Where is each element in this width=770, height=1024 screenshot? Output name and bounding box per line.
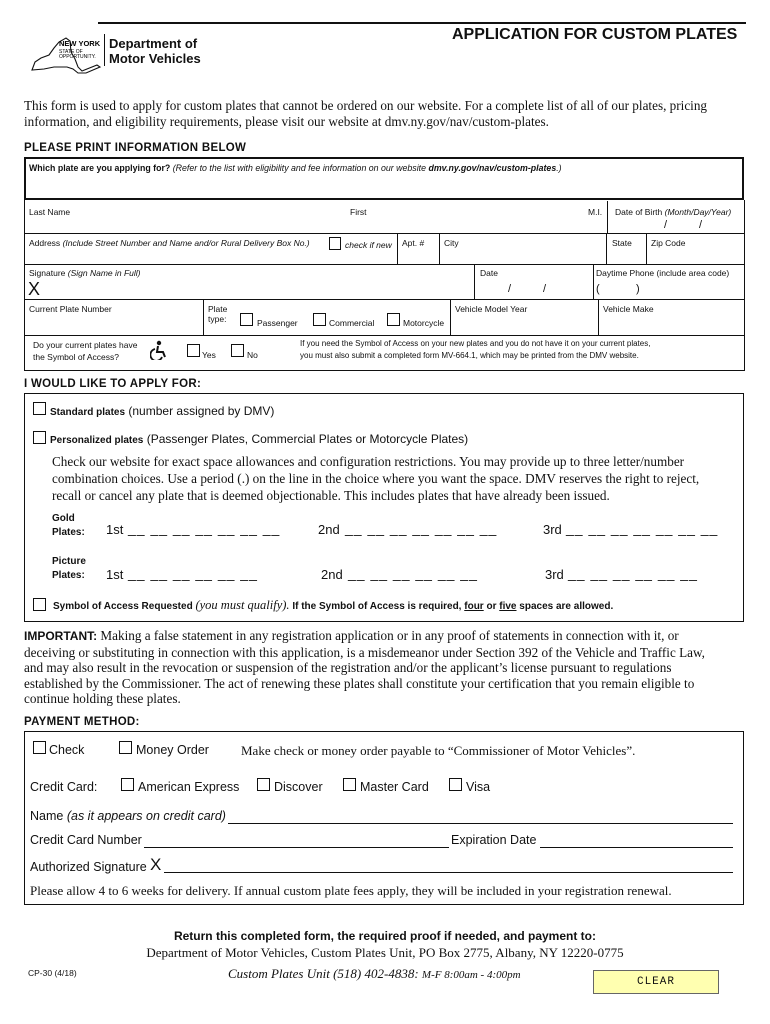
current-plate-label: Current Plate Number (29, 304, 112, 314)
card-number-field[interactable] (144, 847, 449, 848)
picture-choice-3-label: 3rd (545, 567, 564, 582)
logo-text-line-2: STATE OF (59, 49, 83, 55)
form-code: CP-30 (4/18) (28, 968, 77, 978)
plate-question-end: .) (556, 163, 562, 173)
cardholder-name-label (30, 809, 226, 823)
personalized-plates-checkbox[interactable] (33, 431, 46, 444)
visa-checkbox[interactable] (449, 778, 462, 791)
signature-label-text: Signature (29, 268, 66, 278)
vehicle-make-label: Vehicle Make (603, 304, 654, 314)
state-field[interactable] (607, 234, 645, 264)
date-slash-1: / (508, 283, 512, 295)
check-label: Check (49, 743, 85, 757)
motorcycle-label: Motorcycle (403, 318, 445, 328)
symbol-of-access-rule-a: If the Symbol of Access is required, (292, 601, 462, 612)
plate-question-url: dmv.ny.gov/nav/custom-plates (428, 163, 557, 173)
grid-right-border (744, 200, 745, 371)
first-name-field[interactable] (346, 201, 586, 233)
cardholder-name-label-text: Name (30, 809, 64, 823)
intro-line-1: This form is used to apply for custom plates that cannot be ordered on our website. For a complete list of all of our plates, pricing (24, 98, 708, 113)
delivery-note: Please allow 4 to 6 weeks for delivery. If annual custom plate fees apply, they will be included in your registration renewal. (30, 883, 672, 898)
important-line-2: deceiving or substituting in connection with this application, is a misdemeanor under Section 392 of the Vehicle and Traffic Law, (24, 644, 705, 660)
apply-heading: I WOULD LIKE TO APPLY FOR: (24, 378, 202, 390)
grid-bottom-border (24, 370, 744, 371)
signature-field[interactable] (25, 265, 473, 299)
standard-plates-option (50, 404, 274, 418)
gold-plates-label-line-2: Plates: (52, 527, 85, 538)
motorcycle-checkbox[interactable] (387, 313, 400, 326)
gold-choice-3-field[interactable]: __ __ __ __ __ __ __ (566, 520, 719, 536)
mailing-address: Department of Motor Vehicles, Custom Plates Unit, PO Box 2775, Albany, NY 12220-0775 (146, 945, 624, 960)
plate-type-label-line-2: type: (208, 314, 227, 324)
zip-label: Zip Code (651, 238, 686, 248)
visa-label: Visa (466, 780, 491, 794)
plate-question-note: (Refer to the list with eligibility and fee information on our website (172, 163, 426, 173)
last-name-label: Last Name (29, 207, 71, 217)
important-line-5: continue holding these plates. (24, 691, 181, 706)
important-label: IMPORTANT: (24, 629, 98, 643)
middle-initial-label: M.I. (588, 207, 603, 217)
dob-slash-1: / (664, 219, 668, 231)
address-label-text: Address (29, 238, 61, 248)
symbol-of-access-question-line-1: Do your current plates have (33, 340, 138, 350)
cardholder-name-note: (as it appears on credit card) (66, 809, 226, 823)
picture-choice-3-field[interactable]: __ __ __ __ __ __ (568, 565, 698, 581)
city-field[interactable] (440, 234, 605, 264)
authorized-signature-x: X (150, 855, 162, 874)
instructions-line-2: combination choices. Use a period (.) on the line in the choice where you want the space. DMV reserves the right to reject, (52, 471, 700, 486)
money-order-checkbox[interactable] (119, 741, 132, 754)
city-label: City (444, 238, 459, 248)
access-no-checkbox[interactable] (231, 344, 244, 357)
amex-label: American Express (138, 780, 240, 794)
personalized-instructions (52, 453, 699, 504)
unit-phone (228, 966, 521, 982)
form-title: APPLICATION FOR CUSTOM PLATES (452, 26, 738, 43)
symbol-of-access-checkbox[interactable] (33, 598, 46, 611)
zip-field[interactable] (647, 234, 743, 264)
important-notice (24, 628, 705, 707)
credit-card-label: Credit Card: (30, 780, 98, 794)
mastercard-checkbox[interactable] (343, 778, 356, 791)
money-order-label: Money Order (136, 743, 209, 757)
expiration-field[interactable] (540, 847, 733, 848)
gold-choice-3-label: 3rd (543, 522, 562, 537)
passenger-checkbox[interactable] (240, 313, 253, 326)
intro-text (24, 98, 750, 130)
access-no-label: No (247, 350, 258, 360)
symbol-of-access-four: four (464, 601, 484, 612)
vehicle-model-year-label: Vehicle Model Year (455, 304, 528, 314)
amex-checkbox[interactable] (121, 778, 134, 791)
important-line-4: established by the Commissioner. The act of renewing these plates shall constitute your certification that you remain eligible to (24, 675, 695, 691)
standard-plates-note: (number assigned by DMV) (128, 404, 275, 418)
return-heading: Return this completed form, the required proof if needed, and payment to: (173, 929, 597, 943)
intro-line-2: information, and eligibility requirements, please visit our website at dmv.ny.gov/nav/custom-plates. (24, 114, 549, 129)
symbol-of-access-or: or (486, 601, 497, 612)
standard-plates-label: Standard plates (50, 407, 126, 418)
plate-type-label (208, 304, 227, 324)
dob-field[interactable] (608, 201, 744, 233)
address-new-checkbox[interactable] (329, 237, 341, 250)
dept-name (109, 36, 201, 66)
access-yes-checkbox[interactable] (187, 344, 200, 357)
commercial-checkbox[interactable] (313, 313, 326, 326)
instructions-line-1: Check our website for exact space allowances and configuration restrictions. You may provide up to three letter/number (52, 454, 685, 469)
symbol-of-access-option (53, 598, 613, 613)
daytime-phone-field[interactable] (594, 265, 743, 299)
apt-field[interactable] (398, 234, 438, 264)
personalized-plates-note: (Passenger Plates, Commercial Plates or Motorcycle Plates) (146, 432, 469, 446)
gold-choice-2-label: 2nd (318, 522, 340, 537)
personalized-plates-label: Personalized plates (50, 435, 144, 446)
current-plate-field[interactable] (25, 300, 202, 335)
symbol-of-access-question (33, 339, 137, 363)
picture-plates-label-line-1: Picture (52, 556, 86, 567)
symbol-of-access-five: five (499, 601, 517, 612)
apt-label: Apt. # (402, 238, 425, 248)
date-field[interactable] (475, 265, 592, 299)
dob-label-text: Date of Birth (615, 207, 663, 217)
signature-x: X (28, 279, 41, 299)
picture-choice-2-field[interactable]: __ __ __ __ __ __ (348, 565, 478, 581)
date-label: Date (480, 268, 498, 278)
picture-choice-1-field[interactable]: __ __ __ __ __ __ (128, 565, 258, 581)
authorized-signature-field[interactable] (164, 872, 733, 873)
header-rule (98, 22, 746, 24)
symbol-of-access-qualify: (you must qualify). (195, 598, 290, 612)
important-line-3: and may also result in the revocation or suspension of the registration and/or the applicant’s license pursuant to regulations (24, 660, 672, 675)
signature-note: (Sign Name in Full) (67, 268, 141, 278)
phone-paren-open: ( (596, 283, 600, 295)
symbol-of-access-note (300, 338, 650, 362)
unit-hours: M-F 8:00am - 4:00pm (421, 969, 521, 981)
gold-plates-label-line-1: Gold (52, 513, 75, 524)
gold-choice-1-label: 1st (106, 522, 124, 537)
access-yes-label: Yes (202, 350, 216, 360)
plate-type-label-line-1: Plate (208, 304, 228, 314)
expiration-label: Expiration Date (451, 833, 537, 847)
gold-choice-1-field[interactable]: __ __ __ __ __ __ __ (128, 520, 281, 536)
payment-heading: PAYMENT METHOD: (24, 716, 140, 728)
gold-choice-2-field[interactable]: __ __ __ __ __ __ __ (345, 520, 498, 536)
symbol-of-access-note-line-1: If you need the Symbol of Access on your new plates and you do not have it on your current plates, (300, 339, 651, 348)
wheelchair-icon (150, 340, 168, 360)
divider (24, 335, 744, 336)
unit-phone-text: Custom Plates Unit (518) 402-4838: (228, 966, 419, 981)
dept-name-line-2: Motor Vehicles (109, 51, 201, 66)
dept-name-line-1: Department of (109, 36, 198, 51)
logo-text-line-3: OPPORTUNITY. (59, 54, 96, 60)
state-label: State (612, 238, 632, 248)
passenger-label: Passenger (257, 318, 298, 328)
picture-choice-2-label: 2nd (321, 567, 343, 582)
cardholder-name-field[interactable] (228, 823, 733, 824)
print-info-heading: PLEASE PRINT INFORMATION BELOW (24, 142, 247, 154)
last-name-field[interactable] (25, 201, 350, 233)
plate-question (29, 163, 562, 173)
symbol-of-access-question-line-2: the Symbol of Access? (33, 352, 119, 362)
plate-question-label: Which plate are you applying for? (29, 163, 171, 173)
instructions-line-3: recall or cancel any plate that is deemed objectionable. This includes plates that have already been issued. (52, 488, 610, 503)
standard-plates-checkbox[interactable] (33, 402, 46, 415)
gold-plates-label (52, 512, 85, 540)
address-note: (Include Street Number and Name and/or Rural Delivery Box No.) (62, 238, 310, 248)
divider (203, 299, 204, 335)
picture-choice-1-label: 1st (106, 567, 124, 582)
payable-note: Make check or money order payable to “Commissioner of Motor Vehicles”. (241, 743, 636, 758)
picture-plates-label-line-2: Plates: (52, 570, 85, 581)
discover-checkbox[interactable] (257, 778, 270, 791)
authorized-signature-label: Authorized Signature (30, 860, 147, 874)
mastercard-label: Master Card (360, 780, 429, 794)
check-if-new-label: check if new (345, 240, 392, 250)
vehicle-make-field[interactable] (599, 300, 743, 335)
discover-label: Discover (274, 780, 323, 794)
new-york-state-map-logo (26, 32, 102, 74)
date-slash-2: / (543, 283, 547, 295)
first-name-label: First (350, 207, 367, 217)
dob-slash-2: / (699, 219, 703, 231)
vehicle-model-year-field[interactable] (451, 300, 597, 335)
clear-button[interactable]: CLEAR (593, 970, 719, 994)
symbol-of-access-note-line-2: you must also submit a completed form MV-664.1, which may be printed from the DMV website. (300, 351, 639, 360)
commercial-label: Commercial (329, 318, 375, 328)
personalized-plates-option (50, 432, 468, 446)
dob-note: (Month/Day/Year) (664, 207, 732, 217)
apply-section-box (24, 393, 744, 622)
phone-paren-close: ) (636, 283, 640, 295)
important-line-1: Making a false statement in any registration application or in any proof of statements in connection with it, or (100, 628, 679, 643)
card-number-label: Credit Card Number (30, 833, 142, 847)
daytime-phone-label: Daytime Phone (include area code) (596, 268, 730, 278)
symbol-of-access-label: Symbol of Access Requested (53, 601, 193, 612)
picture-plates-label (52, 555, 86, 583)
logo-divider (104, 34, 105, 66)
check-checkbox[interactable] (33, 741, 46, 754)
symbol-of-access-rule-b: spaces are allowed. (519, 601, 614, 612)
logo-text-line-1: NEW YORK (59, 39, 101, 48)
